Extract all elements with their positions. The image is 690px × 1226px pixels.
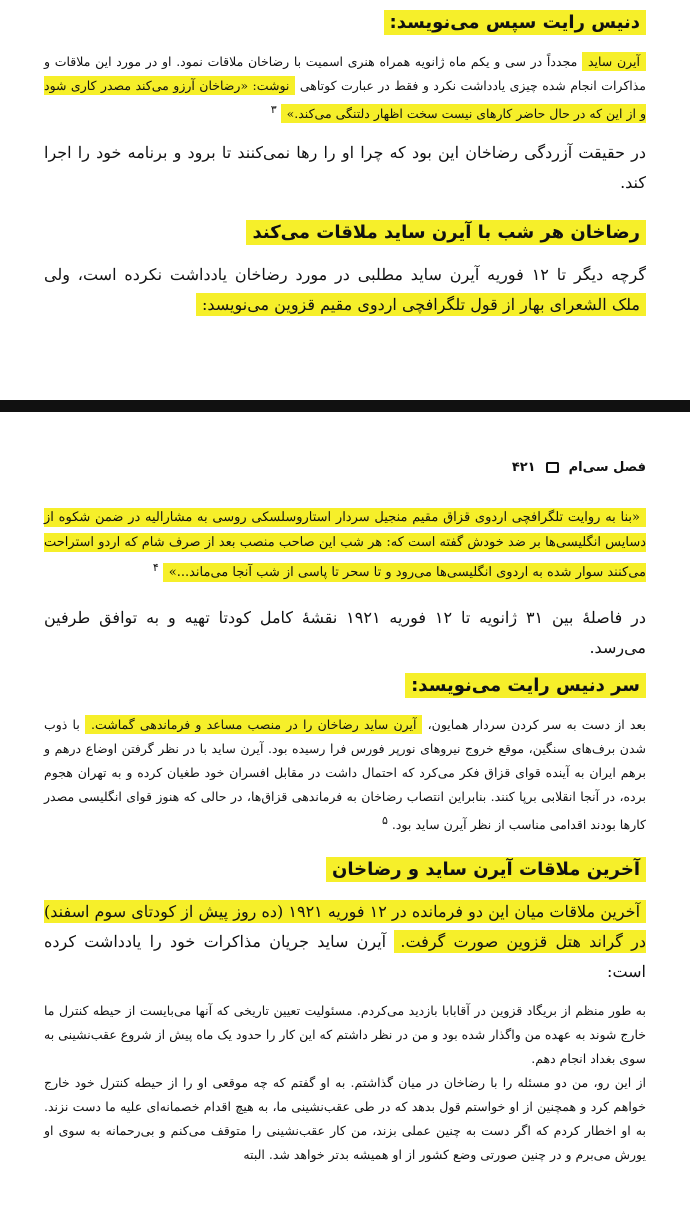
body-paragraph: در فاصلهٔ بین ۳۱ ژانویه تا ۱۲ فوریه ۱۹۲۱ نقشهٔ کامل کودتا تهیه و به توافق طرفین می‌رسد. bbox=[44, 608, 646, 658]
section-heading: رضاخان هر شب با آیرن ساید ملاقات می‌کند bbox=[44, 218, 646, 248]
book-icon bbox=[546, 462, 559, 473]
body-paragraph: گرچه دیگر تا ۱۲ فوریه آیرن ساید مطلبی در مورد رضاخان یادداشت نکرده است، ولی ملک الشعرای بهار از قول تلگرافچی اردوی مقیم قزوین می‌نویسد: bbox=[44, 265, 646, 315]
body-paragraph: در حقیقت آزردگی رضاخان این بود که چرا او را رها نمی‌کنند تا برود و برنامه خود را اجرا کند. bbox=[44, 143, 646, 193]
footnote-marker: ۳ bbox=[270, 103, 277, 116]
body-paragraph: آخرین ملاقات میان این دو فرمانده در ۱۲ فوریه ۱۹۲۱ (ده روز پیش از کودتای سوم اسفند) در گراند هتل قزوین صورت گرفت. آیرن ساید جریان مذاکرات خود را یادداشت کرده است: bbox=[44, 902, 646, 982]
page-header bbox=[44, 460, 646, 475]
quote-block: «بنا به روایت تلگرافچی اردوی قزاق مقیم منجیل سردار استاروسلسکی روسی به مشارالیه در ضمن شکوه از دسایس انگلیسی‌ها بر ضد خودش گفته است که: هر شب این صاحب منصب بعد از صرف شام که اردو استراحت می‌کنند سوار شده به اردوی انگلیسی‌ها می‌رود و تا سحر تا پاسی از شب آنجا می‌ماند...»$^۴$ bbox=[44, 510, 646, 581]
footnote-marker: ۴ bbox=[152, 561, 159, 574]
footnote-marker: ۵ bbox=[381, 814, 388, 828]
section-heading: آخرین ملاقات آیرن ساید و رضاخان bbox=[44, 855, 646, 885]
book-page-bottom bbox=[0, 412, 690, 1226]
quote-block: بعد از دست به سر کردن سردار همایون، آیرن ساید رضاخان را در منصب مساعد و فرماندهی گماشت. با ذوب شدن برف‌های سنگین، موقع خروج نیروهای نورپر فورس فرا رسیده بود. آیرن ساید با در نظر گرفتن اوضاع درهم و برهم ایران به آینده قوای قزاق فکر می‌کرد که احتمال داشت در مقابل افسران خود طغیان کرده و به تهران هجوم برده، در آنجا انقلابی برپا کنند. بنابراین انتصاب رضاخان به فرماندهی قزاق‌ها، در حالی که هنوز قوای انگلیسی مصدر کارها بودند اقدامی مناسب از نظر آیرن ساید بود.۵ bbox=[44, 717, 647, 833]
page-number: ۴۲۱ bbox=[511, 460, 536, 475]
section-heading: دنیس رایت سپس می‌نویسد: bbox=[44, 8, 646, 38]
quote-block: از این رو، من دو مسئله را با رضاخان در میان گذاشتم. به او گفتم که چه موقعی او را از حیطه کنترل خود خارج خواهم کرد و همچنین از او خواستم قول بدهد که در طی عقب‌نشینی ما، به هیچ اقدام خصمانه‌ای علیه ما دست نزند. به او اخطار کردم که اگر دست به چنین عملی بزند، من کار عقب‌نشینی را متوقف می‌کنم و بی‌رحمانه به سوی او یورش می‌برم و در چنین صورتی وضع کشور از او همیشه بدتر خواهد شد. البته bbox=[44, 1075, 646, 1163]
quote-block: آیرن ساید مجدداً در سی و یکم ماه ژانویه همراه هنری اسمیت با رضاخان ملاقات نمود. او در مورد این ملاقات و مذاکرات انجام شده چیزی یادداشت نکرد و فقط در عبارت کوتاهی نوشت: «رضاخان آرزو می‌کند مصدر کاری شود و از این که در حال حاضر کارهای نیست سخت اظهار دلتنگی می‌کند.»۳ bbox=[44, 54, 647, 122]
chapter-title: فصل سی‌ام bbox=[568, 460, 646, 475]
page-divider bbox=[0, 400, 690, 412]
section-heading: سر دنیس رایت می‌نویسد: bbox=[44, 671, 646, 701]
book-page-top bbox=[0, 0, 690, 400]
quote-block: به طور منظم از بریگاد قزوین در آقابابا بازدید می‌کردم. مسئولیت تعیین تاریخی که آنها می‌بایست از حیطه کنترل ما خارج شوند به عهده من واگذار شده بود و من در نظر داشتم که این کار را حدود یک ماه پیش از شروع عقب‌نشینی به سوی بغداد انجام دهم. bbox=[44, 1003, 646, 1067]
